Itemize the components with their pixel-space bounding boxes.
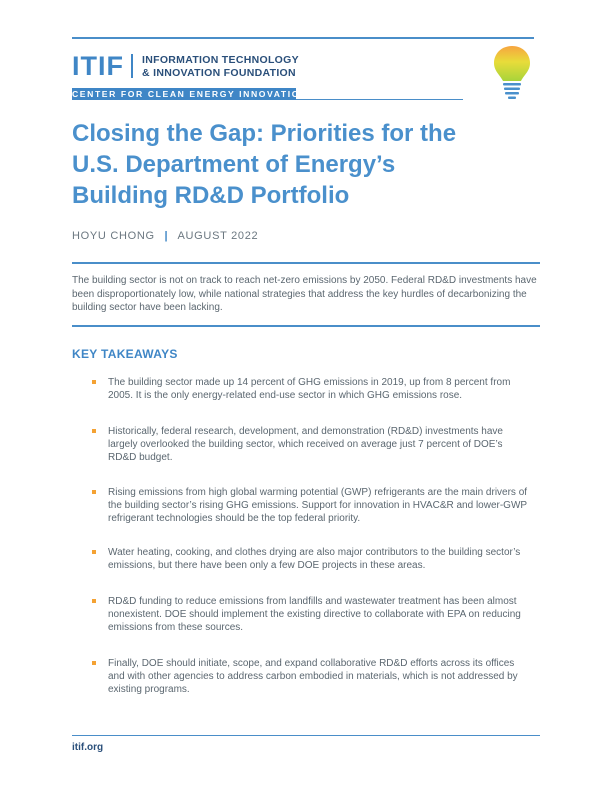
lightbulb-icon [490,44,534,104]
title-line-3: Building RD&D Portfolio [72,182,350,209]
center-label-bar: CENTER FOR CLEAN ENERGY INNOVATION [72,89,308,99]
org-name-line2: & INNOVATION FOUNDATION [142,67,296,79]
takeaway-item [92,546,532,572]
takeaway-text: The building sector made up 14 percent of GHG emissions in 2019, up from 8 percent from 2005. It is the only energy-related end-use sector in which GHG emissions rose. [108,377,511,401]
author-name: HOYU CHONG [72,230,155,242]
publication-date: AUGUST 2022 [177,230,259,242]
org-name-line1: INFORMATION TECHNOLOGY [142,54,299,66]
takeaway-text: Historically, federal research, development, and demonstration (RD&D) investments have largely overlooked the building sector, which received on average just 7 percent of DOE’s RD&D budget. [108,426,503,463]
takeaway-item [92,425,532,464]
bullet-square-icon [92,429,96,433]
footer-url-link[interactable]: itif.org [72,742,104,753]
key-takeaways-heading: KEY TAKEAWAYS [72,347,178,361]
takeaway-text: Water heating, cooking, and clothes drying are also major contributors to the building sector’s emissions, but there have been only a few DOE projects in these areas. [108,547,521,571]
byline-separator: | [164,230,169,242]
footer-rule [72,735,540,736]
takeaway-item [92,595,532,634]
bullet-square-icon [92,661,96,665]
title-line-1: Closing the Gap: Priorities for the [72,120,457,147]
takeaway-text: Rising emissions from high global warming potential (GWP) refrigerants are the main drivers of the building sector’s rising GHG emissions. Support for innovation in HVAC&R and lower-GWP refrigerant technologies should be the top federal priority. [108,487,528,524]
title-line-2: U.S. Department of Energy’s [72,151,396,178]
header-top-rule [72,37,534,39]
takeaway-item [92,376,532,402]
takeaway-text: RD&D funding to reduce emissions from landfills and wastewater treatment has been almost nonexistent. DOE should implement the existing directive to collaborate with EPA on reducing emissions from these sources. [108,596,521,633]
itif-logo-mark: ITIF [72,51,124,81]
bullet-square-icon [92,490,96,494]
takeaway-text: Finally, DOE should initiate, scope, and expand collaborative RD&D efforts across its offices and with other agencies to address carbon embodied in materials, which is not addressed by existing programs. [108,658,518,695]
takeaway-item [92,486,532,525]
document-title [72,118,512,211]
summary-bottom-rule [72,325,540,327]
bullet-square-icon [92,380,96,384]
summary-top-rule [72,262,540,264]
bullet-square-icon [92,599,96,603]
bullet-square-icon [92,550,96,554]
summary-text: The building sector is not on track to reach net-zero emissions by 2050. Federal RD&D investments have been disproportionately low, while national strategies that address the key hurdles of decarbonizing the building sector have been lacking. [72,275,537,314]
takeaway-item [92,657,532,696]
logo-separator [131,54,133,78]
byline [72,230,258,242]
key-takeaways-list [92,376,532,719]
center-label-rule [296,99,463,100]
